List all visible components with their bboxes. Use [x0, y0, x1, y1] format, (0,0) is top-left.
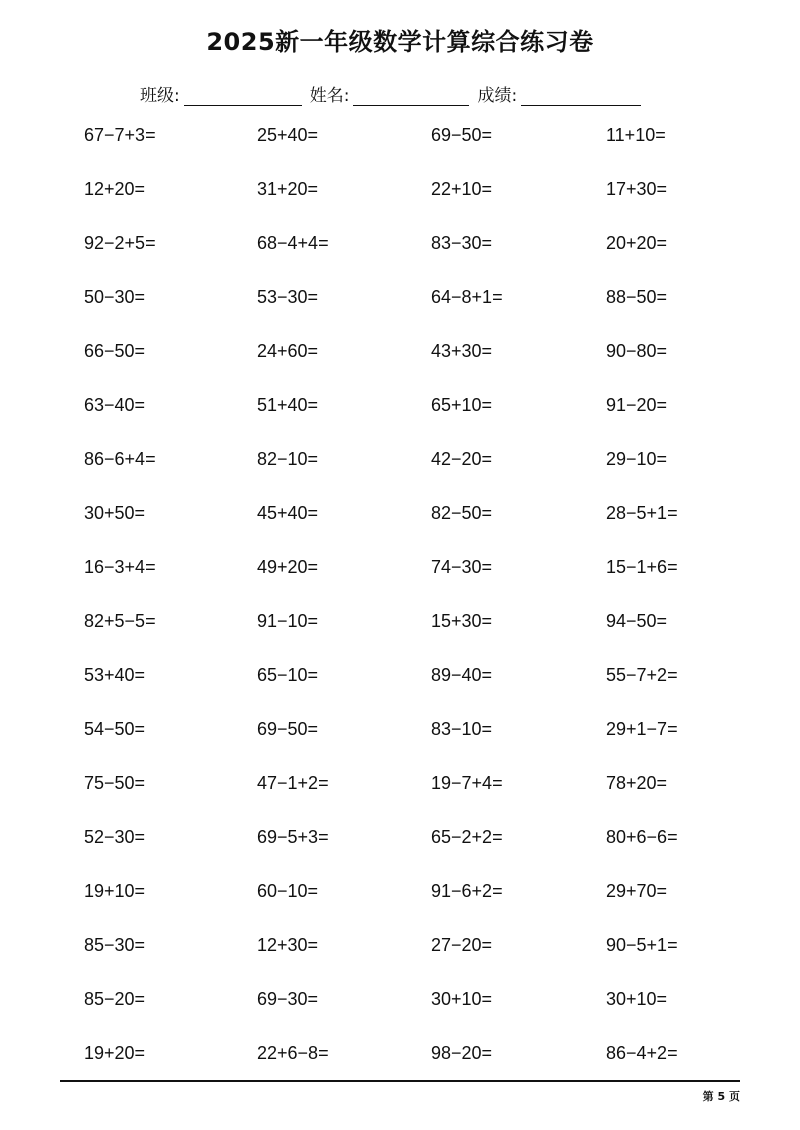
page-title: 2025新一年级数学计算综合练习卷	[206, 28, 594, 56]
footer-divider	[60, 1080, 740, 1082]
math-problem: 17+30=	[606, 178, 668, 199]
math-problem: 19−7+4=	[431, 772, 503, 793]
math-problem: 83−10=	[431, 718, 493, 739]
math-problem: 83−30=	[431, 232, 493, 253]
math-problem: 30+10=	[606, 988, 668, 1009]
problem-row	[84, 702, 784, 756]
math-problem: 90−5+1=	[606, 934, 678, 955]
math-problem: 86−6+4=	[84, 448, 156, 469]
math-problem: 30+10=	[431, 988, 493, 1009]
math-problem: 92−2+5=	[84, 232, 156, 253]
math-problem: 45+40=	[257, 502, 319, 523]
math-problem: 53−30=	[257, 286, 319, 307]
math-problem: 90−80=	[606, 340, 668, 361]
math-problem: 22+10=	[431, 178, 493, 199]
class-blank[interactable]	[184, 87, 302, 106]
problem-row	[84, 810, 784, 864]
math-problem: 75−50=	[84, 772, 146, 793]
math-problem: 82−50=	[431, 502, 493, 523]
math-problem: 29+70=	[606, 880, 668, 901]
math-problem: 67−7+3=	[84, 124, 156, 145]
math-problem: 69−30=	[257, 988, 319, 1009]
math-problem: 12+30=	[257, 934, 319, 955]
math-problem: 19+10=	[84, 880, 146, 901]
page-number: 第 5 页	[702, 1090, 740, 1103]
math-problem: 53+40=	[84, 664, 146, 685]
math-problem: 27−20=	[431, 934, 493, 955]
math-problem: 31+20=	[257, 178, 319, 199]
math-problem: 29−10=	[606, 448, 668, 469]
math-problem: 80+6−6=	[606, 826, 678, 847]
math-problem: 66−50=	[84, 340, 146, 361]
problem-row	[84, 432, 784, 486]
problem-row	[84, 108, 784, 162]
math-problem: 69−50=	[431, 124, 493, 145]
math-problem: 11+10=	[606, 124, 666, 145]
problem-row	[84, 486, 784, 540]
math-problem: 78+20=	[606, 772, 668, 793]
problem-row	[84, 540, 784, 594]
math-problem: 20+20=	[606, 232, 668, 253]
math-problem: 51+40=	[257, 394, 319, 415]
math-problem: 55−7+2=	[606, 664, 678, 685]
math-problem: 30+50=	[84, 502, 146, 523]
math-problem: 85−30=	[84, 934, 146, 955]
math-problem: 65+10=	[431, 394, 493, 415]
math-problem: 50−30=	[84, 286, 146, 307]
problem-row	[84, 972, 784, 1026]
math-problem: 89−40=	[431, 664, 493, 685]
math-problem: 15−1+6=	[606, 556, 678, 577]
class-field	[140, 81, 302, 106]
math-problem: 25+40=	[257, 124, 319, 145]
math-problem: 42−20=	[431, 448, 493, 469]
math-problem: 12+20=	[84, 178, 146, 199]
math-problem: 69−50=	[257, 718, 319, 739]
math-problem: 98−20=	[431, 1042, 493, 1063]
problem-row	[84, 864, 784, 918]
problem-row	[84, 270, 784, 324]
name-label: 姓名:	[309, 86, 350, 106]
math-problem: 85−20=	[84, 988, 146, 1009]
problem-row	[84, 756, 784, 810]
math-problem: 43+30=	[431, 340, 493, 361]
math-problem: 65−10=	[257, 664, 319, 685]
problem-row	[84, 324, 784, 378]
math-problem: 88−50=	[606, 286, 668, 307]
class-label: 班级:	[140, 86, 180, 106]
math-problem: 47−1+2=	[257, 772, 329, 793]
problem-row	[84, 918, 784, 972]
math-problem: 91−20=	[606, 394, 668, 415]
problem-grid	[84, 108, 784, 1080]
problem-row	[84, 162, 784, 216]
math-problem: 15+30=	[431, 610, 493, 631]
math-problem: 24+60=	[257, 340, 319, 361]
math-problem: 65−2+2=	[431, 826, 503, 847]
math-problem: 49+20=	[257, 556, 319, 577]
problem-row	[84, 378, 784, 432]
math-problem: 69−5+3=	[257, 826, 329, 847]
math-problem: 91−10=	[257, 610, 319, 631]
name-blank[interactable]	[353, 87, 469, 106]
math-problem: 60−10=	[257, 880, 319, 901]
score-field	[477, 81, 641, 106]
problem-row	[84, 216, 784, 270]
math-problem: 82−10=	[257, 448, 319, 469]
math-problem: 63−40=	[84, 394, 146, 415]
score-blank[interactable]	[521, 87, 641, 106]
math-problem: 52−30=	[84, 826, 146, 847]
math-problem: 16−3+4=	[84, 556, 156, 577]
math-problem: 94−50=	[606, 610, 668, 631]
math-problem: 19+20=	[84, 1042, 146, 1063]
math-problem: 29+1−7=	[606, 718, 678, 739]
problem-row	[84, 1026, 784, 1080]
math-problem: 54−50=	[84, 718, 146, 739]
math-problem: 82+5−5=	[84, 610, 156, 631]
math-problem: 22+6−8=	[257, 1042, 329, 1063]
name-field	[310, 81, 470, 106]
problem-row	[84, 648, 784, 702]
math-problem: 28−5+1=	[606, 502, 678, 523]
math-problem: 91−6+2=	[431, 880, 503, 901]
math-problem: 86−4+2=	[606, 1042, 678, 1063]
math-problem: 74−30=	[431, 556, 493, 577]
problem-row	[84, 594, 784, 648]
student-info-line	[140, 82, 700, 106]
math-problem: 64−8+1=	[431, 286, 503, 307]
math-problem: 68−4+4=	[257, 232, 329, 253]
score-label: 成绩:	[477, 86, 518, 106]
